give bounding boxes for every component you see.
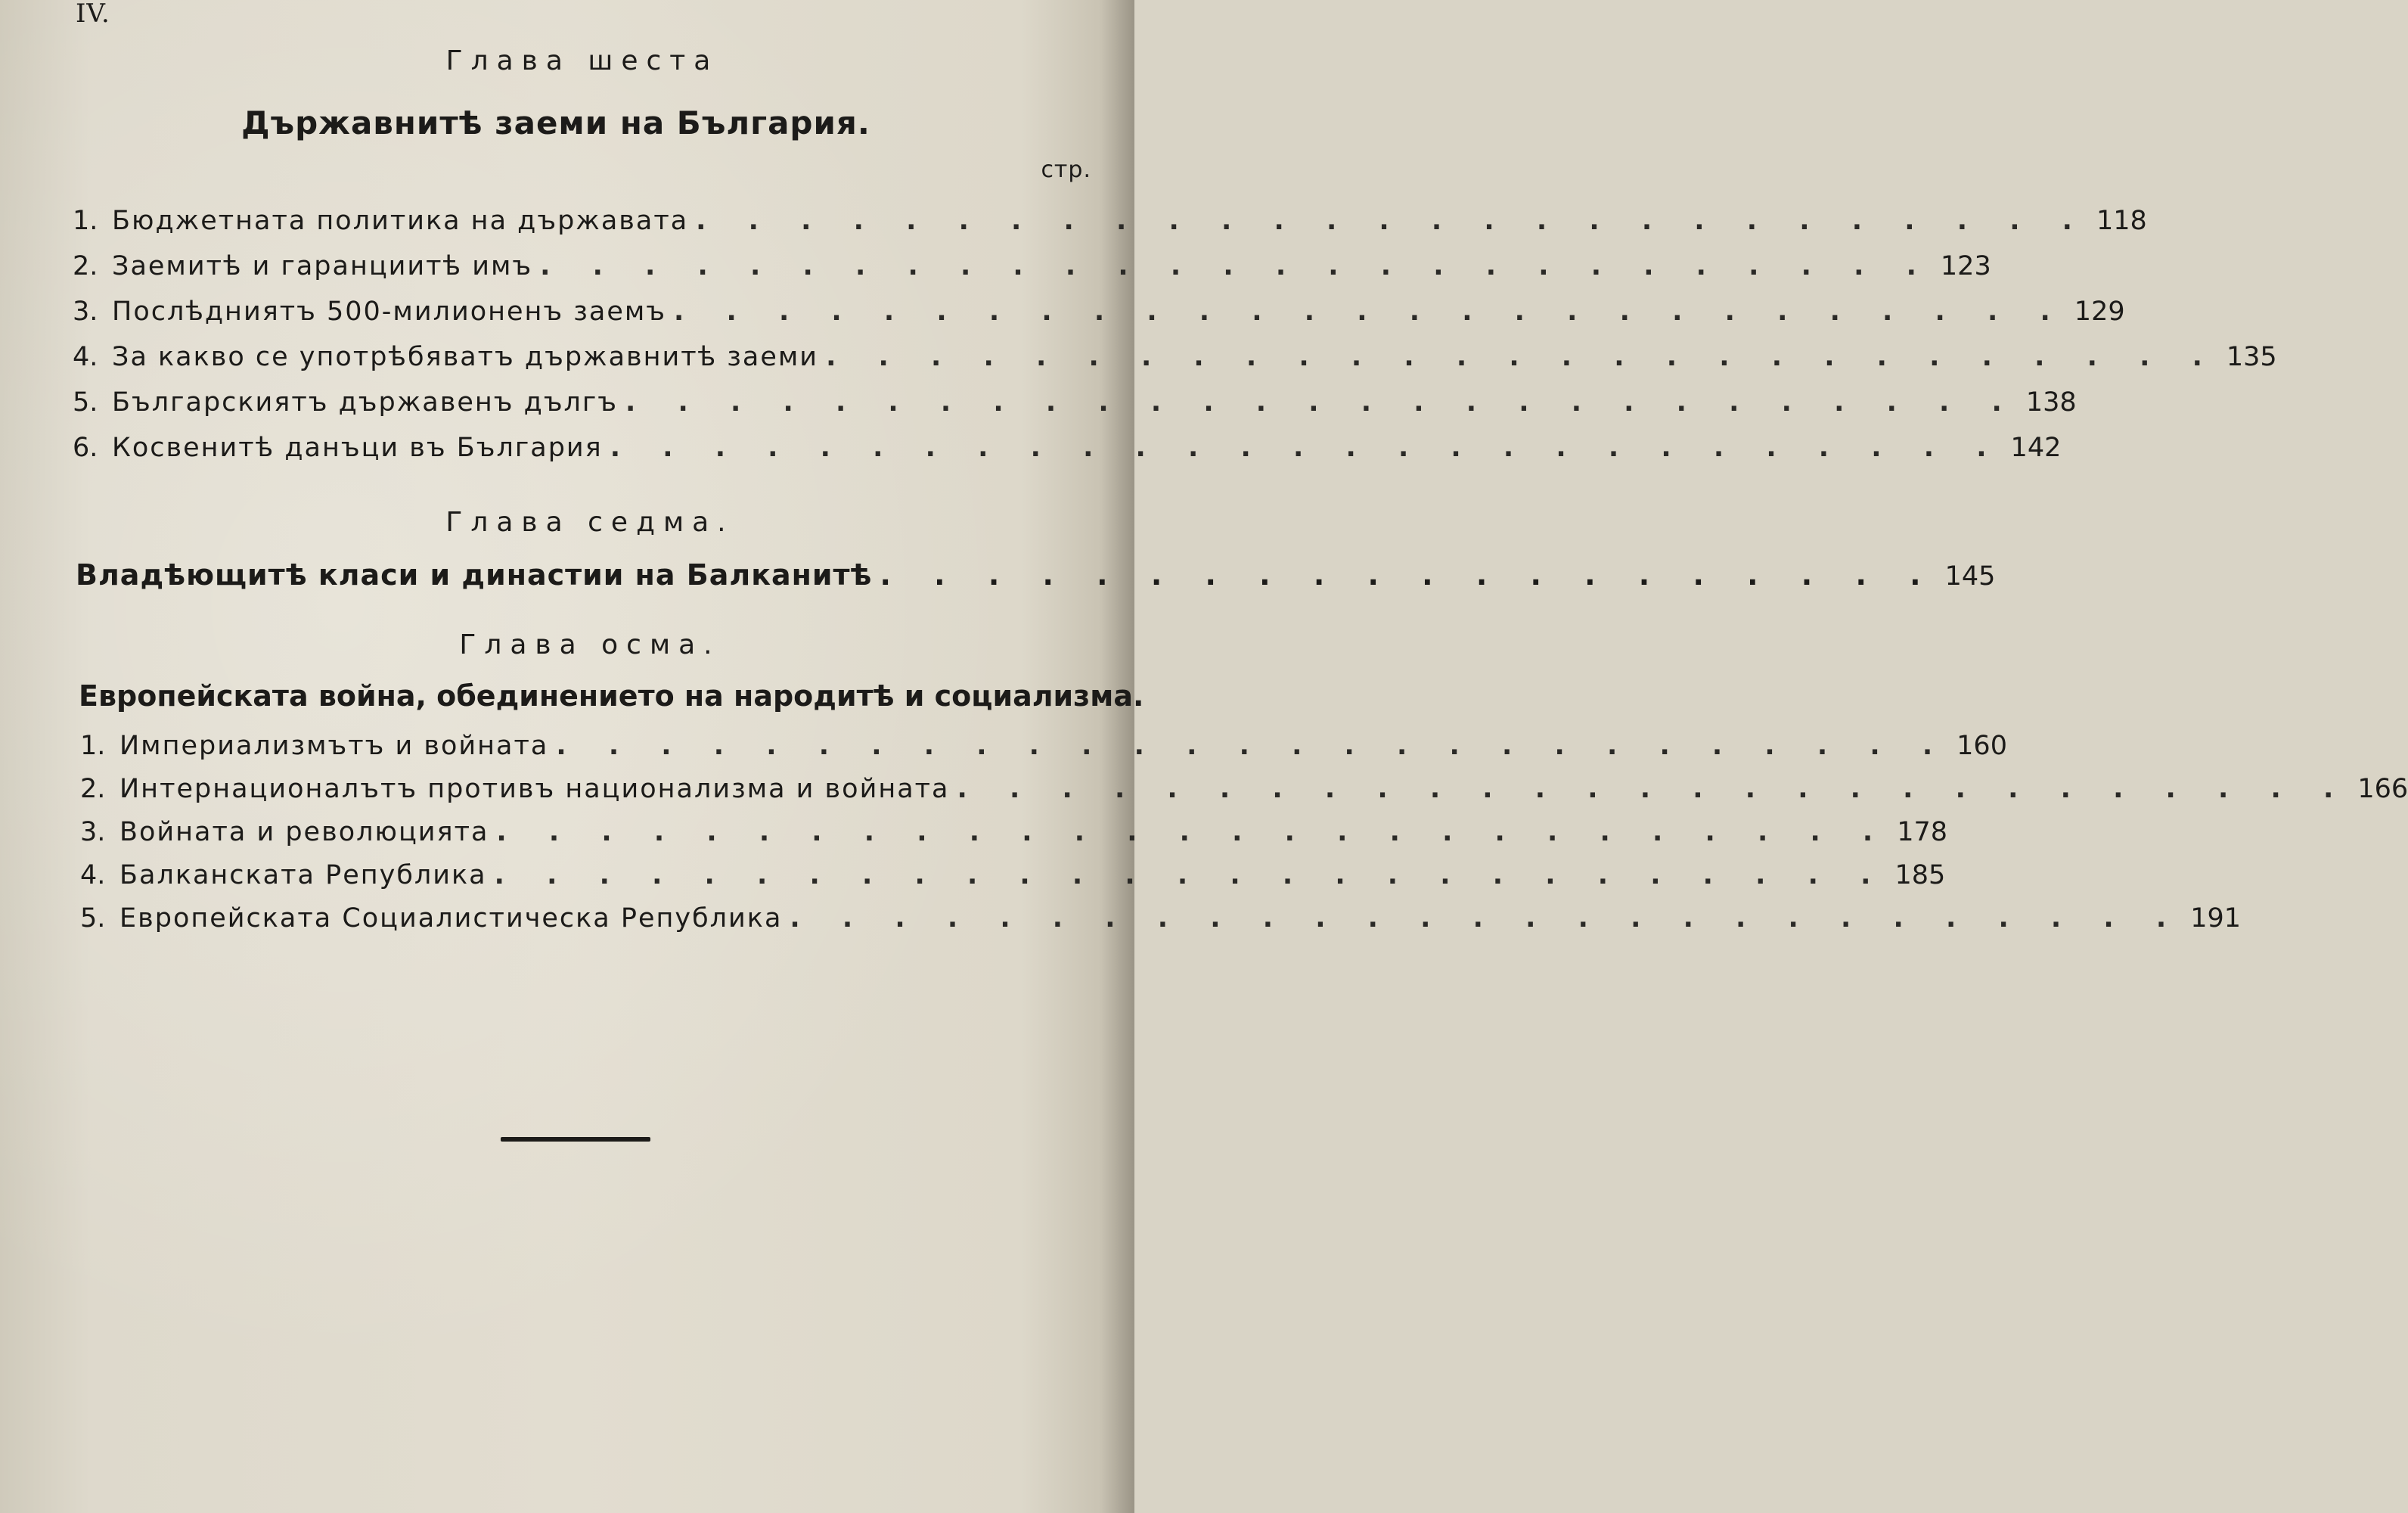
toc-entry-number: 1. — [80, 731, 106, 761]
closing-rule — [501, 1137, 650, 1142]
dot-leader: . . . . . . . . . . . . . . . . . . . . . . . . . . . — [610, 433, 2003, 463]
toc-entry-title: Българскиятъ държавенъ дългъ — [112, 387, 619, 418]
toc-entry-title: Балканската Република — [119, 860, 487, 890]
dot-leader: . . . . . . . . . . . . . . . . . . . . . . . . . . . — [494, 860, 1888, 890]
toc-entry-number: 3. — [80, 817, 106, 847]
toc-entry-page: 160 — [1956, 731, 2007, 761]
dot-leader: . . . . . . . . . . . . . . . . . . . . . . . . . . . — [673, 297, 2067, 327]
toc-entry-title: Послѣдниятъ 500-милионенъ заемъ — [112, 297, 666, 327]
toc-entry — [73, 251, 1991, 297]
toc-entry-number: 6. — [73, 433, 98, 463]
toc-entry — [80, 860, 1946, 903]
toc-entry-title: Империализмътъ и войната — [119, 731, 549, 761]
toc-entry — [73, 206, 2147, 251]
toc-entry-number: 2. — [80, 774, 106, 804]
toc-entry-page: 118 — [2096, 206, 2147, 236]
toc-entry-page: 138 — [2025, 387, 2077, 418]
dot-leader: . . . . . . . . . . . . . . . . . . . . . . . . . . . — [556, 731, 1950, 761]
dot-leader: . . . . . . . . . . . . . . . . . . . . — [880, 558, 1938, 592]
chapter-7-entry — [76, 558, 1996, 592]
toc-entry-page: 135 — [2226, 342, 2277, 372]
toc-entry-page: 185 — [1894, 860, 1946, 890]
chapter-6-title: Държавнитѣ заеми на България. — [241, 104, 870, 141]
toc-entry — [80, 903, 2242, 946]
page-column-label: стр. — [1041, 157, 1091, 183]
dot-leader: . . . . . . . . . . . . . . . . . . . . . . . . . . . — [826, 342, 2219, 372]
chapter-6-label: Глава шеста — [445, 45, 719, 76]
toc-entry-title: Бюджетната политика на държавата — [112, 206, 689, 236]
toc-entry — [73, 297, 2125, 342]
toc-entry-number: 1. — [73, 206, 98, 236]
dot-leader: . . . . . . . . . . . . . . . . . . . . . . . . . . . — [790, 903, 2183, 934]
chapter-7-title: Владѣющитѣ класи и династии на Балканитѣ — [76, 558, 873, 592]
toc-entry-title: За какво се употрѣбяватъ държавнитѣ заеми — [112, 342, 819, 372]
toc-entry — [73, 433, 2062, 478]
toc-entry-page: 142 — [2010, 433, 2062, 463]
dot-leader: . . . . . . . . . . . . . . . . . . . . . . . . . . . — [625, 387, 2019, 418]
toc-entry-title: Войната и революцията — [119, 817, 489, 847]
toc-entry-number: 3. — [73, 297, 98, 327]
chapter-6-contents — [73, 206, 2277, 478]
toc-entry-title: Интернационалътъ противъ национализма и войната — [119, 774, 950, 804]
toc-entry — [80, 731, 2007, 774]
toc-entry-page: 129 — [2074, 297, 2125, 327]
toc-entry — [80, 817, 1948, 860]
toc-entry-page: 166 — [2357, 774, 2408, 804]
toc-entry-title: Европейската Социалистическа Република — [119, 903, 783, 934]
toc-entry-number: 5. — [73, 387, 98, 418]
toc-entry-number: 2. — [73, 251, 98, 281]
toc-entry — [73, 387, 2077, 433]
toc-entry-page: 178 — [1897, 817, 1948, 847]
toc-entry-page: 123 — [1940, 251, 1991, 281]
toc-entry — [73, 342, 2277, 387]
toc-entry-number: 4. — [73, 342, 98, 372]
chapter-8-title: Европейската война, обединението на народитѣ и социализма. — [79, 679, 1144, 713]
toc-entry-title: Заемитѣ и гаранциитѣ имъ — [112, 251, 533, 281]
chapter-8-label: Глава осма. — [459, 629, 721, 660]
page-number: IV. — [76, 0, 110, 29]
dot-leader: . . . . . . . . . . . . . . . . . . . . . . . . . . . — [696, 206, 2089, 236]
toc-entry-number: 5. — [80, 903, 106, 934]
dot-leader: . . . . . . . . . . . . . . . . . . . . . . . . . . . — [957, 774, 2351, 804]
toc-entry-page: 191 — [2190, 903, 2242, 934]
toc-entry — [80, 774, 2408, 817]
toc-entry-number: 4. — [80, 860, 106, 890]
chapter-8-contents — [80, 731, 2408, 946]
dot-leader: . . . . . . . . . . . . . . . . . . . . . . . . . . . — [496, 817, 1890, 847]
dot-leader: . . . . . . . . . . . . . . . . . . . . . . . . . . . — [540, 251, 1933, 281]
toc-entry-title: Косвенитѣ данъци въ България — [112, 433, 603, 463]
chapter-7-page: 145 — [1944, 561, 1996, 592]
chapter-7-label: Глава седма. — [445, 507, 734, 538]
